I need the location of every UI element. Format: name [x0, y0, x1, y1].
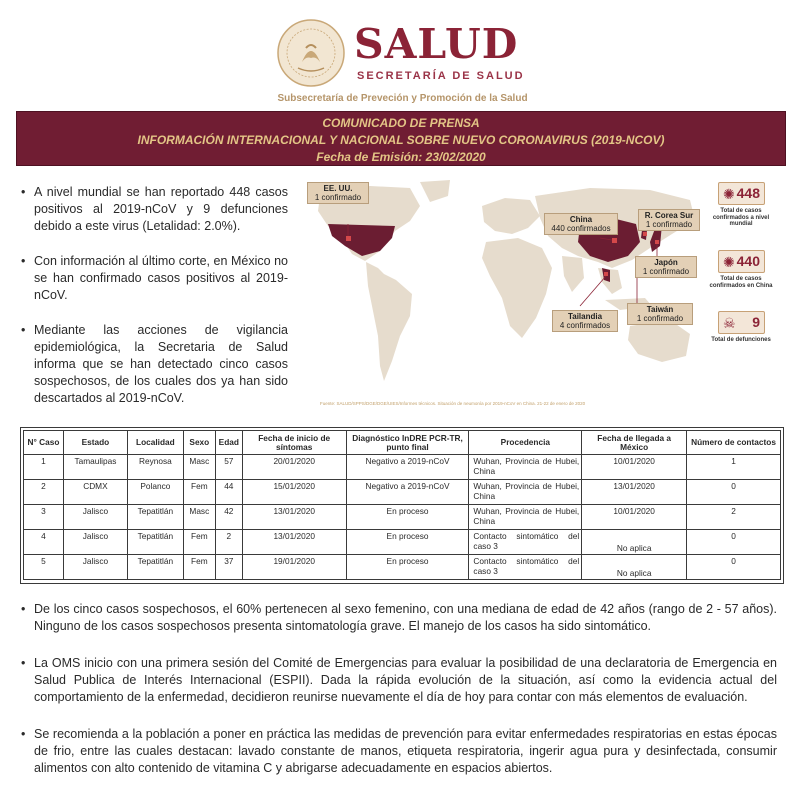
table-row — [24, 455, 781, 480]
cell-arrival: 13/01/2020 — [582, 480, 687, 505]
header-diagnosis: Diagnóstico InDRE PCR-TR, punto final — [346, 431, 469, 455]
korea-marker — [643, 232, 647, 236]
subsecretaria-label: Subsecretaría de Preveción y Promoción de la Salud — [277, 93, 528, 104]
header-arrival-date: Fecha de llegada a México — [582, 431, 687, 455]
map-label-china-country: China — [569, 215, 593, 224]
cell-locality: Polanco — [127, 480, 183, 505]
cell-onset: 13/01/2020 — [242, 530, 346, 555]
map-label-korea-count: 1 confirmado — [645, 220, 693, 229]
india-landmass — [562, 256, 584, 292]
secretaria-de-salud-label: SECRETARÍA DE SALUD — [357, 70, 525, 82]
europe-landmass — [482, 198, 540, 234]
bullet-prevention: • Se recomienda a la población a poner en práctica las medidas de prevención para evitar enfermedades respiratorias en estas épocas de frio, entre las cuales destacan: lavado constante de manos, etiqueta respiratoria, ingerir agua pura y desinfectada, consumir alimentos con alto contenido de vitamina C y abrigarse adecuadamente en espacios abiertos. — [34, 726, 777, 777]
map-label-japan-country: Japón — [654, 258, 678, 267]
cell-diagnosis: Negativo a 2019-nCoV — [346, 480, 469, 505]
cell-origin: Contacto sintomático del caso 3 — [469, 555, 582, 580]
bullet-case-profile: • De los cinco casos sospechosos, el 60% pertenecen al sexo femenino, con una mediana de edad de 42 años (rango de 2 - 57 años). Ninguno de los casos sospechosos presenta sintomatología grave. El manejo de los casos ha sido sintomático. — [34, 601, 777, 635]
cell-case: 1 — [24, 455, 64, 480]
cell-sex: Fem — [183, 530, 215, 555]
map-label-china-count: 440 confirmados — [551, 224, 611, 233]
cell-arrival: 10/01/2020 — [582, 455, 687, 480]
header-case-number: N° Caso — [24, 431, 64, 455]
cell-origin: Wuhan, Provincia de Hubei, China — [469, 455, 582, 480]
china-marker — [612, 238, 617, 243]
cell-onset: 13/01/2020 — [242, 505, 346, 530]
cell-diagnosis: En proceso — [346, 530, 469, 555]
issue-date: Fecha de Emisión: 23/02/2020 — [316, 150, 486, 164]
cell-sex: Masc — [183, 505, 215, 530]
cell-case: 5 — [24, 555, 64, 580]
virus-icon: ✺ — [723, 186, 735, 202]
cell-locality: Tepatitlán — [127, 530, 183, 555]
cell-locality: Reynosa — [127, 455, 183, 480]
cell-contacts: 0 — [687, 480, 781, 505]
map-source-note: Fuente: SALUD/SPPS/DGE/DGE/UIES/Informes técnicos. Situación de neumonía por 2019-nCoV en China. 21-22 de enero de 2020 — [320, 401, 586, 406]
greenland-landmass — [420, 180, 450, 202]
stat-global-cases — [718, 182, 765, 205]
map-label-usa-count: 1 confirmado — [314, 193, 362, 202]
cell-case: 3 — [24, 505, 64, 530]
map-label-taiwan-count: 1 confirmado — [636, 314, 684, 323]
cell-contacts: 2 — [687, 505, 781, 530]
map-label-korea — [638, 209, 700, 231]
cell-age: 57 — [215, 455, 242, 480]
header-sex: Sexo — [183, 431, 215, 455]
header-locality: Localidad — [127, 431, 183, 455]
cell-sex: Fem — [183, 480, 215, 505]
africa-landmass — [482, 238, 552, 338]
press-release-banner — [16, 111, 786, 166]
thailand-marker — [604, 272, 608, 276]
stat-deaths — [718, 311, 765, 334]
cell-state: CDMX — [63, 480, 127, 505]
map-label-japan — [635, 256, 697, 278]
cell-state: Jalisco — [63, 505, 127, 530]
cell-sex: Masc — [183, 455, 215, 480]
cell-arrival: No aplica — [582, 555, 687, 580]
cell-arrival: 10/01/2020 — [582, 505, 687, 530]
cell-arrival: No aplica — [582, 530, 687, 555]
stat-china-cases-value: 440 — [736, 253, 760, 269]
map-label-taiwan — [627, 303, 693, 325]
cell-state: Jalisco — [63, 530, 127, 555]
stat-deaths-caption: Total de defunciones — [711, 337, 771, 343]
cell-origin: Wuhan, Provincia de Hubei, China — [469, 505, 582, 530]
header-state: Estado — [63, 431, 127, 455]
cell-onset: 19/01/2020 — [242, 555, 346, 580]
cell-onset: 20/01/2020 — [242, 455, 346, 480]
banner-subtitle: INFORMACIÓN INTERNACIONAL Y NACIONAL SOBRE NUEVO CORONAVIRUS (2019-NCOV) — [137, 133, 665, 147]
cell-age: 44 — [215, 480, 242, 505]
australia-landmass — [628, 320, 690, 362]
map-label-thailand-count: 4 confirmados — [559, 321, 611, 330]
header-origin: Procedencia — [469, 431, 582, 455]
banner-title: COMUNICADO DE PRENSA — [322, 116, 480, 130]
virus-icon: ✺ — [723, 254, 735, 270]
japan-marker — [655, 240, 659, 244]
map-label-korea-country: R. Corea Sur — [644, 211, 694, 220]
cell-age: 42 — [215, 505, 242, 530]
cell-state: Tamaulipas — [63, 455, 127, 480]
cell-locality: Tepatitlán — [127, 505, 183, 530]
suspected-cases-table — [23, 430, 781, 580]
bullet-global-cases: • A nivel mundial se han reportado 448 casos positivos al 2019-nCoV y 9 defunciones debido a este virus (Letalidad: 2.0%). — [34, 184, 288, 235]
bullet-who-committee: • La OMS inicio con una primera sesión del Comité de Emergencias para evaluar la posibilidad de una declaratoria de Emergencia en Salud Publica de Interés Internacional (ESPII). Dada la rápida evolución de la situación, así como la evidencia actual del comportamiento de la enfermedad, decidieron reunirse nuevamente el día de hoy para contar con más elementos de evaluación. — [34, 655, 777, 706]
cell-age: 37 — [215, 555, 242, 580]
header-contacts: Número de contactos — [687, 431, 781, 455]
south-america-landmass — [366, 262, 412, 381]
cell-state: Jalisco — [63, 555, 127, 580]
cell-contacts: 0 — [687, 555, 781, 580]
cell-diagnosis: En proceso — [346, 505, 469, 530]
cell-age: 2 — [215, 530, 242, 555]
cell-contacts: 1 — [687, 455, 781, 480]
usa-marker — [346, 236, 351, 241]
cell-contacts: 0 — [687, 530, 781, 555]
cell-origin: Wuhan, Provincia de Hubei, China — [469, 480, 582, 505]
cell-case: 2 — [24, 480, 64, 505]
cell-case: 4 — [24, 530, 64, 555]
salud-logo-wordmark: SALUD — [354, 20, 519, 68]
usa-region — [328, 224, 395, 256]
cell-diagnosis: En proceso — [346, 555, 469, 580]
cell-origin: Contacto sintomático del caso 3 — [469, 530, 582, 555]
table-row — [24, 530, 781, 555]
header-symptom-onset: Fecha de inicio de síntomas — [242, 431, 346, 455]
mexico-eagle-seal-icon — [276, 18, 346, 88]
map-label-usa — [307, 182, 369, 204]
skull-icon: ☠ — [723, 315, 736, 331]
map-label-thailand-country: Tailandia — [567, 312, 603, 321]
cell-locality: Tepatitlán — [127, 555, 183, 580]
stat-global-cases-value: 448 — [736, 185, 760, 201]
table-row — [24, 480, 781, 505]
map-label-japan-count: 1 confirmado — [642, 267, 690, 276]
cell-onset: 15/01/2020 — [242, 480, 346, 505]
header-age: Edad — [215, 431, 242, 455]
map-label-china — [544, 213, 618, 235]
cell-diagnosis: Negativo a 2019-nCoV — [346, 455, 469, 480]
stat-china-cases-caption: Total de casos confirmados en China — [709, 276, 773, 289]
stat-deaths-value: 9 — [752, 314, 760, 330]
bullet-surveillance: • Mediante las acciones de vigilancia epidemiológica, la Secretaria de Salud informa que se han detectado cinco casos sospechosos, de los cuales dos ya han sido descartados al 2019-nCoV. — [34, 322, 288, 407]
table-header-row — [24, 431, 781, 455]
map-label-thailand — [552, 310, 618, 332]
map-label-usa-country: EE. UU. — [323, 184, 353, 193]
stat-global-cases-caption: Total de casos confirmados a nivel mundial — [712, 208, 770, 227]
map-label-taiwan-country: Taiwán — [646, 305, 674, 314]
table-row — [24, 505, 781, 530]
table-row — [24, 555, 781, 580]
bullet-mexico-status: • Con información al último corte, en México no se han confirmado casos positivos al 2019-nCoV. — [34, 253, 288, 304]
cell-sex: Fem — [183, 555, 215, 580]
stat-china-cases — [718, 250, 765, 273]
